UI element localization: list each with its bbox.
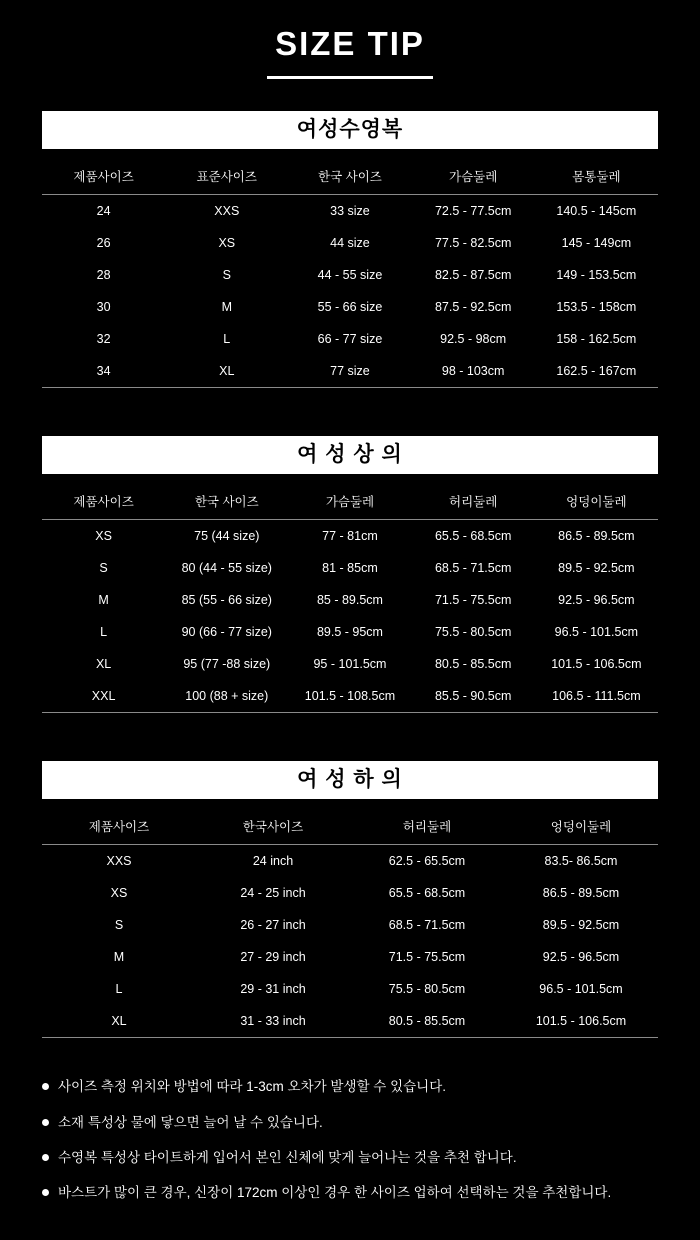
cell: XS <box>110 886 128 901</box>
cell: XL <box>42 1005 196 1038</box>
cell: 68.5 - 71.5cm <box>388 918 466 933</box>
cell: 75 (44 size) <box>194 529 260 544</box>
column-header: 엉덩이둘레 <box>504 813 658 845</box>
cell: XL <box>165 355 288 388</box>
cell: XXL <box>42 680 165 713</box>
cell: 158 - 162.5cm <box>556 332 637 347</box>
cell: 85 (55 - 66 size) <box>181 593 272 608</box>
cell: 31 - 33 inch <box>196 1005 350 1038</box>
table-row <box>42 648 658 680</box>
bullet-icon <box>42 1154 49 1161</box>
section-womens-top <box>42 436 658 713</box>
size-table-womens-top <box>42 488 658 713</box>
cell: 77 - 81cm <box>322 529 378 544</box>
table-row <box>42 195 658 228</box>
cell: 34 <box>42 355 165 388</box>
cell: 26 <box>96 236 111 251</box>
cell: 33 size <box>330 204 370 219</box>
cell: 89.5 - 92.5cm <box>558 561 635 576</box>
size-table-womens-bottom <box>42 813 658 1038</box>
cell: 101.5 - 108.5cm <box>288 680 411 713</box>
cell: 55 - 66 size <box>317 300 383 315</box>
cell: 72.5 - 77.5cm <box>434 204 512 219</box>
cell: 86.5 - 89.5cm <box>542 886 620 901</box>
cell: 83.5- 86.5cm <box>544 854 618 869</box>
cell: 44 size <box>330 236 370 251</box>
cell: 86.5 - 89.5cm <box>558 529 635 544</box>
cell: 92.5 - 96.5cm <box>542 950 620 965</box>
cell: 65.5 - 68.5cm <box>388 886 466 901</box>
cell: S <box>222 268 231 283</box>
cell: 24 <box>96 204 111 219</box>
cell: 106.5 - 111.5cm <box>535 680 658 713</box>
section-womens-bottom <box>42 761 658 1038</box>
table-header-row <box>42 488 658 520</box>
note-text: 바스트가 많이 큰 경우, 신장이 172cm 이상인 경우 한 사이즈 업하여 선택하는 것을 추천합니다. <box>58 1184 612 1200</box>
cell: 80.5 - 85.5cm <box>434 657 512 672</box>
cell: S <box>99 561 108 576</box>
table-row <box>42 355 658 388</box>
table-row <box>42 291 658 323</box>
cell: 26 - 27 inch <box>240 918 306 933</box>
cell: 95 (77 -88 size) <box>183 657 271 672</box>
cell: L <box>223 332 231 347</box>
column-header: 제품사이즈 <box>42 813 196 845</box>
cell: 28 <box>96 268 111 283</box>
cell: 92.5 - 96.5cm <box>558 593 635 608</box>
note-item <box>42 1184 658 1202</box>
table-row <box>42 680 658 713</box>
cell: 89.5 - 95cm <box>316 625 383 640</box>
cell: 62.5 - 65.5cm <box>388 854 466 869</box>
cell: 24 inch <box>252 854 294 869</box>
cell: 101.5 - 106.5cm <box>551 657 642 672</box>
cell: XL <box>95 657 112 672</box>
cell: M <box>113 950 125 965</box>
table-header-row <box>42 163 658 195</box>
cell: 29 - 31 inch <box>240 982 306 997</box>
section-heading: 여 성 상 의 <box>42 436 658 474</box>
column-header: 가슴둘레 <box>288 488 411 520</box>
cell: XXS <box>214 204 240 219</box>
page-title: SIZE TIP <box>275 25 425 62</box>
table-row <box>42 616 658 648</box>
table-row <box>42 552 658 584</box>
cell: 75.5 - 80.5cm <box>434 625 512 640</box>
cell: 75.5 - 80.5cm <box>388 982 466 997</box>
cell: 77 size <box>288 355 411 388</box>
cell: 100 (88 + size) <box>165 680 288 713</box>
column-header: 몸통둘레 <box>535 163 658 195</box>
note-text: 사이즈 측정 위치와 방법에 따라 1-3cm 오차가 발생할 수 있습니다. <box>58 1079 446 1095</box>
bullet-icon <box>42 1083 49 1090</box>
cell: L <box>115 982 123 997</box>
cell: 85 - 89.5cm <box>316 593 383 608</box>
table-row <box>42 877 658 909</box>
column-header: 허리둘레 <box>412 488 535 520</box>
note-item <box>42 1078 658 1096</box>
cell: 140.5 - 145cm <box>556 204 637 219</box>
cell: 80.5 - 85.5cm <box>350 1005 504 1038</box>
column-header: 제품사이즈 <box>42 163 165 195</box>
cell: 85.5 - 90.5cm <box>412 680 535 713</box>
cell: XS <box>95 529 112 544</box>
cell: M <box>221 300 232 315</box>
column-header: 가슴둘레 <box>412 163 535 195</box>
cell: 145 - 149cm <box>561 236 632 251</box>
table-row <box>42 227 658 259</box>
cell: 24 - 25 inch <box>240 886 306 901</box>
table-header-row <box>42 813 658 845</box>
cell: 96.5 - 101.5cm <box>554 625 639 640</box>
note-text: 수영복 특성상 타이트하게 입어서 본인 신체에 맞게 늘어나는 것을 추천 합니다. <box>58 1149 517 1165</box>
table-row <box>42 909 658 941</box>
cell: 82.5 - 87.5cm <box>434 268 512 283</box>
cell: XXS <box>106 854 132 869</box>
cell: 77.5 - 82.5cm <box>434 236 512 251</box>
note-item <box>42 1114 658 1132</box>
column-header: 한국사이즈 <box>196 813 350 845</box>
cell: 101.5 - 106.5cm <box>504 1005 658 1038</box>
cell: 95 - 101.5cm <box>313 657 387 672</box>
table-row <box>42 941 658 973</box>
bullet-icon <box>42 1189 49 1196</box>
cell: 44 - 55 size <box>317 268 383 283</box>
cell: 92.5 - 98cm <box>440 332 507 347</box>
cell: 89.5 - 92.5cm <box>542 918 620 933</box>
table-row <box>42 259 658 291</box>
cell: 153.5 - 158cm <box>556 300 637 315</box>
cell: 90 (66 - 77 size) <box>181 625 272 640</box>
cell: 80 (44 - 55 size) <box>181 561 272 576</box>
cell: XS <box>218 236 236 251</box>
cell: 96.5 - 101.5cm <box>539 982 623 997</box>
notes-list <box>42 1078 658 1202</box>
cell: S <box>114 918 124 933</box>
cell: 98 - 103cm <box>412 355 535 388</box>
cell: 81 - 85cm <box>322 561 378 576</box>
column-header: 한국 사이즈 <box>165 488 288 520</box>
cell: 87.5 - 92.5cm <box>434 300 512 315</box>
cell: 71.5 - 75.5cm <box>434 593 512 608</box>
column-header: 엉덩이둘레 <box>535 488 658 520</box>
cell: 30 <box>96 300 111 315</box>
size-table-womens-swimwear <box>42 163 658 388</box>
title-block <box>0 0 700 79</box>
note-text: 소재 특성상 물에 닿으면 늘어 날 수 있습니다. <box>58 1114 323 1130</box>
section-heading: 여 성 하 의 <box>42 761 658 799</box>
column-header: 표준사이즈 <box>165 163 288 195</box>
cell: 32 <box>96 332 111 347</box>
column-header: 제품사이즈 <box>42 488 165 520</box>
cell: 149 - 153.5cm <box>556 268 637 283</box>
cell: M <box>98 593 109 608</box>
cell: L <box>100 625 108 640</box>
cell: 65.5 - 68.5cm <box>434 529 512 544</box>
cell: 162.5 - 167cm <box>535 355 658 388</box>
bullet-icon <box>42 1119 49 1126</box>
table-row <box>42 973 658 1005</box>
table-row <box>42 845 658 878</box>
table-row <box>42 323 658 355</box>
note-item <box>42 1149 658 1167</box>
column-header: 허리둘레 <box>350 813 504 845</box>
cell: 27 - 29 inch <box>240 950 306 965</box>
section-womens-swimwear <box>42 111 658 388</box>
section-heading: 여성수영복 <box>42 111 658 149</box>
cell: 71.5 - 75.5cm <box>388 950 466 965</box>
table-row <box>42 520 658 553</box>
cell: 68.5 - 71.5cm <box>434 561 512 576</box>
column-header: 한국 사이즈 <box>288 163 411 195</box>
table-row <box>42 584 658 616</box>
table-row <box>42 1005 658 1038</box>
cell: 66 - 77 size <box>317 332 383 347</box>
